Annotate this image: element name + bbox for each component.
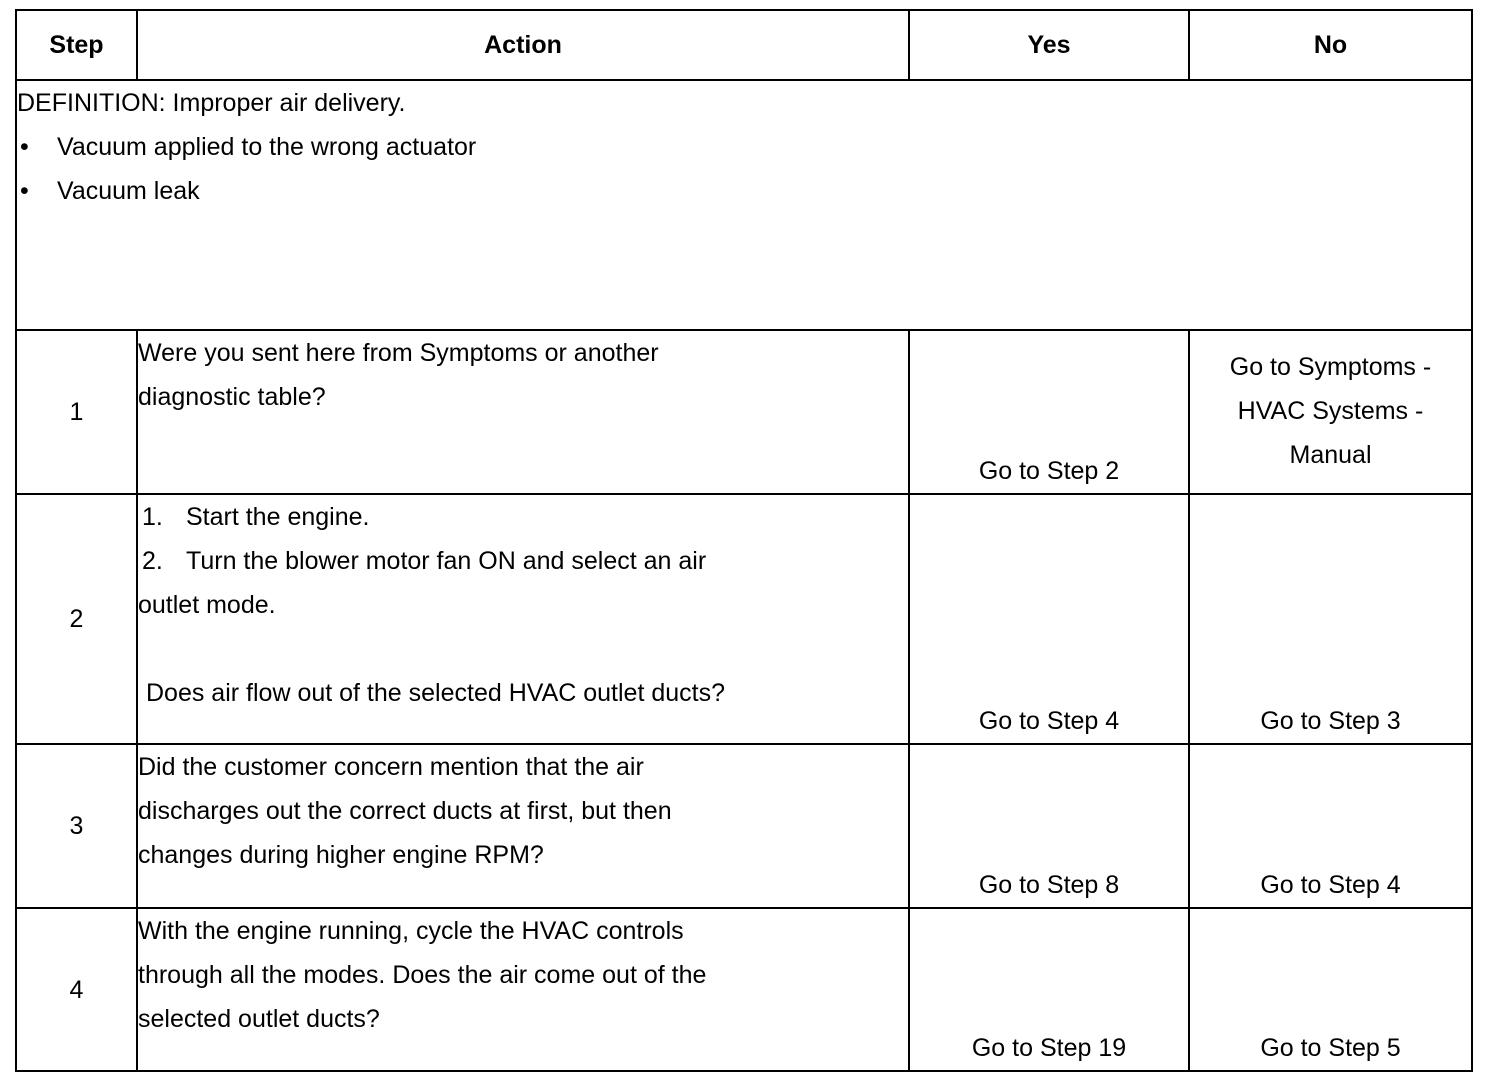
definition-bullet — [17, 169, 1471, 213]
header-row — [16, 10, 1472, 80]
step-number: 1 — [16, 330, 137, 494]
no-result — [1189, 494, 1472, 744]
yes-result-text: Go to Step 2 — [978, 457, 1120, 485]
step-number: 2 — [16, 494, 137, 744]
action-line: through all the modes. Does the air come out of the — [138, 961, 707, 989]
yes-result-text: Go to Step 8 — [978, 871, 1120, 899]
action-line: changes during higher engine RPM? — [138, 841, 544, 869]
action-cell — [137, 330, 909, 494]
no-result-line: HVAC Systems - — [1237, 397, 1424, 425]
step-number: 4 — [16, 908, 137, 1071]
step-number: 3 — [16, 744, 137, 908]
action-line: With the engine running, cycle the HVAC controls — [138, 917, 684, 945]
no-result — [1189, 908, 1472, 1071]
table-row — [16, 330, 1472, 494]
bullet-icon: • — [20, 133, 29, 161]
numbered-item — [138, 539, 908, 583]
yes-result — [909, 908, 1189, 1071]
no-result — [1189, 744, 1472, 908]
no-result-text: Go to Step 4 — [1260, 871, 1401, 899]
action-line: Were you sent here from Symptoms or another — [138, 339, 659, 367]
numbered-item — [138, 495, 908, 539]
action-cell — [137, 908, 909, 1071]
definition-row — [16, 80, 1472, 330]
no-result-line: Go to Symptoms - — [1229, 353, 1432, 381]
yes-result — [909, 494, 1189, 744]
table-row — [16, 494, 1472, 744]
header-yes: Yes — [909, 10, 1189, 80]
definition-bullet — [17, 125, 1471, 169]
header-action: Action — [137, 10, 909, 80]
bullet-icon: • — [20, 177, 29, 205]
bullet-text: Vacuum leak — [57, 177, 200, 205]
diagnostic-table — [15, 9, 1473, 1072]
action-question: Does air flow out of the selected HVAC outlet ducts? — [146, 679, 726, 707]
item-number: 2. — [142, 547, 163, 575]
yes-result — [909, 744, 1189, 908]
action-line: outlet mode. — [138, 591, 276, 619]
action-cell — [137, 494, 909, 744]
header-no: No — [1189, 10, 1472, 80]
definition-title: DEFINITION: Improper air delivery. — [17, 89, 406, 117]
action-line: selected outlet ducts? — [138, 1005, 380, 1033]
no-result-text: Go to Step 3 — [1260, 707, 1401, 735]
no-result — [1189, 330, 1472, 494]
action-line: diagnostic table? — [138, 383, 326, 411]
table-row — [16, 908, 1472, 1071]
yes-result — [909, 330, 1189, 494]
item-text: Turn the blower motor fan ON and select an air — [186, 547, 707, 575]
table-row — [16, 744, 1472, 908]
action-line: discharges out the correct ducts at first, but then — [138, 797, 672, 825]
yes-result-text: Go to Step 4 — [978, 707, 1120, 735]
header-step: Step — [16, 10, 137, 80]
yes-result-text: Go to Step 19 — [971, 1034, 1127, 1062]
no-result-text: Go to Step 5 — [1260, 1034, 1401, 1062]
item-number: 1. — [142, 503, 163, 531]
definition-cell — [16, 80, 1472, 330]
bullet-text: Vacuum applied to the wrong actuator — [57, 133, 477, 161]
action-cell — [137, 744, 909, 908]
item-text: Start the engine. — [186, 503, 370, 531]
no-result-line: Manual — [1289, 441, 1372, 469]
action-line: Did the customer concern mention that the air — [138, 753, 644, 781]
